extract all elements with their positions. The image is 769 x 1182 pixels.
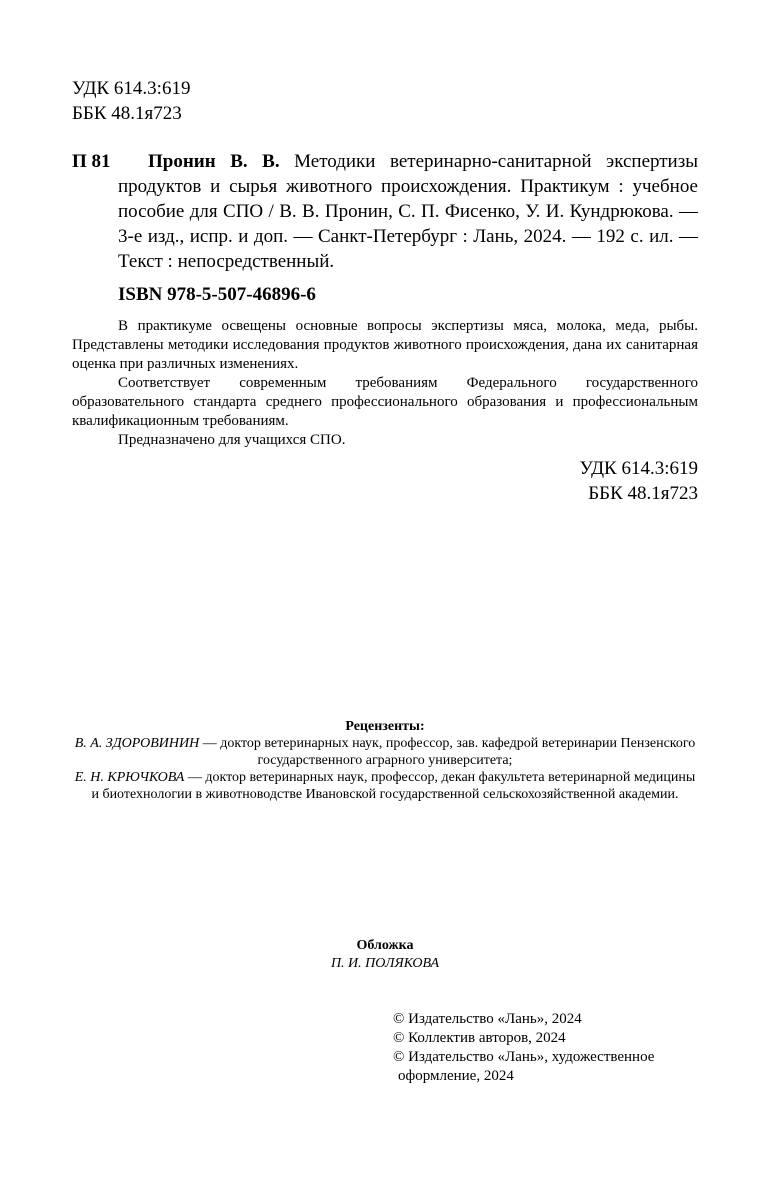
copyright-line: © Коллектив авторов, 2024 <box>393 1030 566 1046</box>
udk-code: УДК 614.3:619 <box>72 78 191 99</box>
bibliographic-record <box>118 149 698 274</box>
abstract-paragraph: Предназначено для учащихся СПО. <box>118 432 346 448</box>
cover-designer-name: П. И. ПОЛЯКОВА <box>330 956 440 971</box>
abstract-paragraph: В практикуме освещены основные вопросы экспертизы мяса, молока, меда, рыбы. Представлены методики исследования продуктов животного происхождения, дана их санитарная оценка при различных изменениях. <box>72 318 698 372</box>
bbk-code: ББК 48.1я723 <box>588 483 698 504</box>
copyright-notices <box>393 1010 713 1086</box>
bottom-classification-codes <box>580 456 698 506</box>
copyright-line: © Издательство «Лань», художественное <box>393 1049 655 1065</box>
cover-credit <box>72 937 698 973</box>
copyright-line: оформление, 2024 <box>398 1068 514 1084</box>
reviewers-block <box>72 718 698 803</box>
isbn: ISBN 978-5-507-46896-6 <box>118 284 316 305</box>
abstract <box>72 317 698 450</box>
bibliographic-text: Методики ветеринарно-санитарной экспертизы продуктов и сырья животного происхождения. Практикум : учебное пособие для СПО / В. В. Пронин, С. П. Фисенко, У. И. Кундрюкова. — 3-е изд., испр. и доп. — Санкт-Петербург : Лань, 2024. — 192 с. ил. — Текст : непосредственный. <box>118 151 698 272</box>
reviewer-entry <box>72 769 698 803</box>
udk-code: УДК 614.3:619 <box>579 458 698 479</box>
catalog-mark: П 81 <box>72 151 111 172</box>
bibliographic-author: Пронин В. В. <box>148 151 280 172</box>
copyright-line: © Издательство «Лань», 2024 <box>393 1011 582 1027</box>
bbk-code: ББК 48.1я723 <box>72 103 182 124</box>
reviewer-description: — доктор ветеринарных наук, профессор, декан факультета ветеринарной медицины и биотехнологии в животноводстве Ивановской государственной сельскохозяйственной академии. <box>91 770 696 802</box>
reviewer-name: Е. Н. КРЮЧКОВА <box>74 770 185 785</box>
reviewer-entry <box>72 735 698 769</box>
reviewers-heading: Рецензенты: <box>345 719 425 734</box>
top-classification-codes <box>72 76 190 126</box>
cover-heading: Обложка <box>356 938 414 953</box>
abstract-paragraph: Соответствует современным требованиям Федерального государственного образовательного стандарта среднего профессионального образования и профессиональным квалификационным требованиям. <box>72 375 698 429</box>
reviewer-description: — доктор ветеринарных наук, профессор, зав. кафедрой ветеринарии Пензенского государственного аграрного университета; <box>199 736 696 768</box>
reviewer-name: В. А. ЗДОРОВИНИН <box>74 736 200 751</box>
